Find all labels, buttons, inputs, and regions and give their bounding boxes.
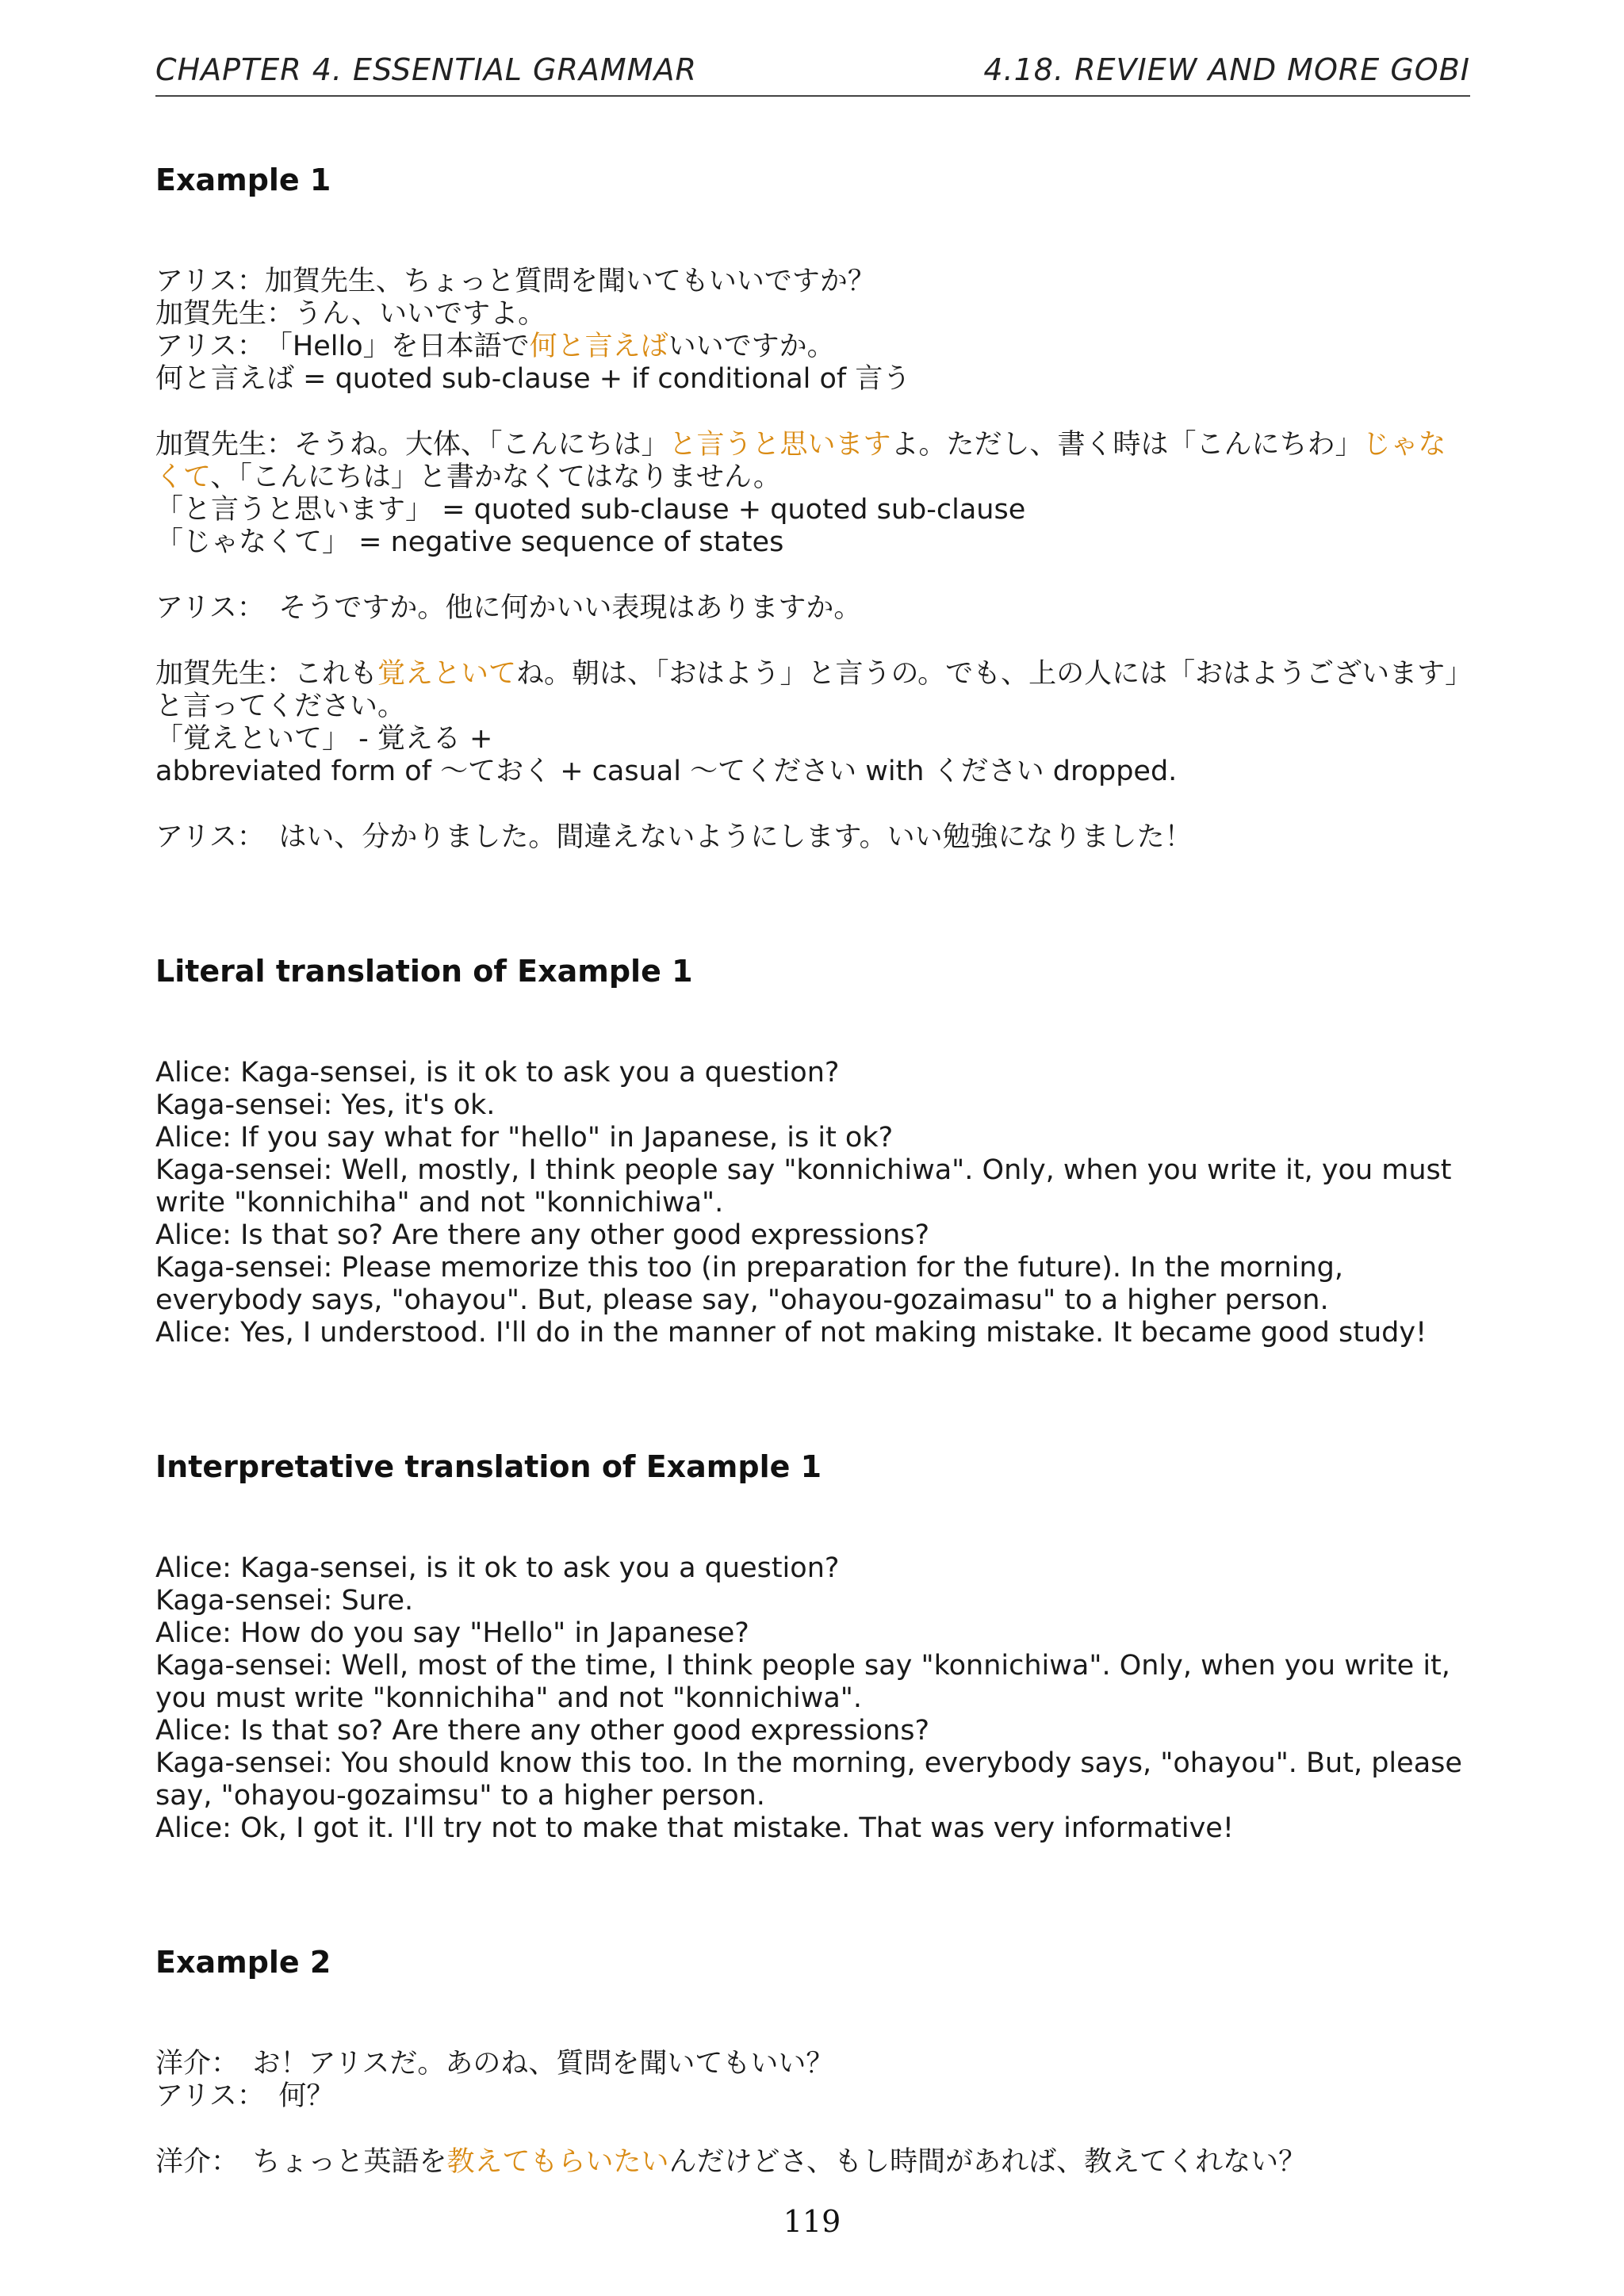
literal-translation-heading: Literal translation of Example 1 [155,954,693,989]
translation-line: Kaga-sensei: Sure. [155,1585,414,1617]
example-1-heading: Example 1 [155,163,331,197]
page-content [155,163,1470,2212]
text-segment: 洋介： ちょっと英語を [155,2146,447,2178]
highlighted-phrase: 覚えといて [377,658,517,690]
dialogue-line: アリス： 何？ [155,2080,335,2112]
section-gap [155,887,1470,954]
text-segment: ね。朝は、「おはよう」と言うの。でも、上の人には「おはようございます」と言ってください。 [155,658,1459,722]
grammar-note: abbreviated form of ～ておく + casual ～てください with ください dropped. [155,756,1178,787]
translation-line: Kaga-sensei: Well, mostly, I think people say "konnichiwa". Only, when you write it, you must write "konnichiha" and not "konnichiwa". [155,1154,1452,1219]
translation-line: Alice: Yes, I understood. I'll do in the manner of not making mistake. It became good study! [155,1317,1427,1349]
text-segment: 加賀先生：これも [155,658,378,690]
grammar-note: 「じゃなくて」 = negative sequence of states [155,526,784,558]
translation-line: Alice: Ok, I got it. I'll try not to make that mistake. That was very informative! [155,1812,1234,1844]
text-segment: んだけどさ、もし時間があれば、教えてくれない？ [668,2146,1307,2178]
dialogue-block [155,429,1470,559]
translation-block [155,1057,1470,1349]
text-segment: 、「こんにちは」と書かなくてはなりません。 [210,461,781,493]
translation-line: Kaga-sensei: Please memorize this too (in preparation for the future). In the morning, everybody says, "ohayou". But, please say, "ohayou-gozaimasu" to a higher person. [155,1252,1344,1316]
translation-line: Kaga-sensei: You should know this too. In the morning, everybody says, "ohayou". But, please say, "ohayou-gozaimsu" to a higher person. [155,1747,1462,1812]
highlighted-phrase: 教えてもらいたい [446,2146,669,2178]
chapter-title: CHAPTER 4. ESSENTIAL GRAMMAR [155,52,697,87]
dialogue-block [155,2048,1470,2113]
dialogue-block [155,658,1470,788]
section-gap [155,1383,1470,1449]
dialogue-block [155,592,1470,625]
text-segment: よ。ただし、書く時は「こんにちわ」 [891,429,1363,461]
grammar-note: 何と言えば = quoted sub-clause + if conditional of 言う [155,363,911,395]
example-2-heading: Example 2 [155,1945,331,1980]
translation-block [155,1552,1470,1845]
dialogue-line [155,331,1470,363]
translation-line: Alice: How do you say "Hello" in Japanese? [155,1617,749,1649]
translation-line: Kaga-sensei: Well, most of the time, I think people say "konnichiwa". Only, when you write it, you must write "konnichiha" and not "konnichiwa". [155,1650,1450,1714]
dialogue-line [155,658,1470,723]
dialogue-block [155,266,1470,396]
text-segment: いいですか。 [668,331,835,362]
dialogue-line [155,429,1470,494]
running-header [155,52,1470,87]
dialogue-line [155,2146,1470,2179]
page-number: 119 [783,2204,841,2239]
translation-line: Alice: Kaga-sensei, is it ok to ask you a question? [155,1057,840,1089]
section-title: 4.18. REVIEW AND MORE GOBI [983,52,1470,87]
translation-line: Alice: Kaga-sensei, is it ok to ask you a question? [155,1552,840,1584]
translation-line: Alice: Is that so? Are there any other good expressions? [155,1219,930,1251]
dialogue-line: アリス：加賀先生、ちょっと質問を聞いてもいいですか？ [155,266,875,297]
highlighted-phrase: じゃなくて [155,429,1446,493]
interpretative-translation-heading: Interpretative translation of Example 1 [155,1449,822,1484]
grammar-note: 「覚えといて」 - 覚える + [155,723,493,755]
highlighted-phrase: 何と言えば [529,331,668,362]
translation-line: Kaga-sensei: Yes, it's ok. [155,1089,496,1121]
dialogue-block [155,821,1470,854]
highlighted-phrase: と言うと思います [668,429,891,461]
translation-line: Alice: If you say what for "hello" in Japanese, is it ok? [155,1122,894,1154]
dialogue-line: アリス： そうですか。他に何かいい表現はありますか。 [155,592,862,624]
dialogue-line: 洋介： お！アリスだ。あのね、質問を聞いてもいい？ [155,2048,834,2080]
dialogue-block [155,2146,1470,2179]
header-rule [155,95,1470,97]
dialogue-line: アリス： はい、分かりました。間違えないようにします。いい勉強になりました！ [155,821,1193,853]
text-segment: アリス： 「Hello」を日本語で [155,331,530,362]
grammar-note: 「と言うと思います」 = quoted sub-clause + quoted sub-clause [155,494,1026,526]
dialogue-line: 加賀先生：うん、いいですよ。 [155,298,546,330]
section-gap [155,1878,1470,1945]
translation-line: Alice: Is that so? Are there any other good expressions? [155,1715,930,1747]
text-segment: 加賀先生：そうね。大体、「こんにちは」 [155,429,669,461]
